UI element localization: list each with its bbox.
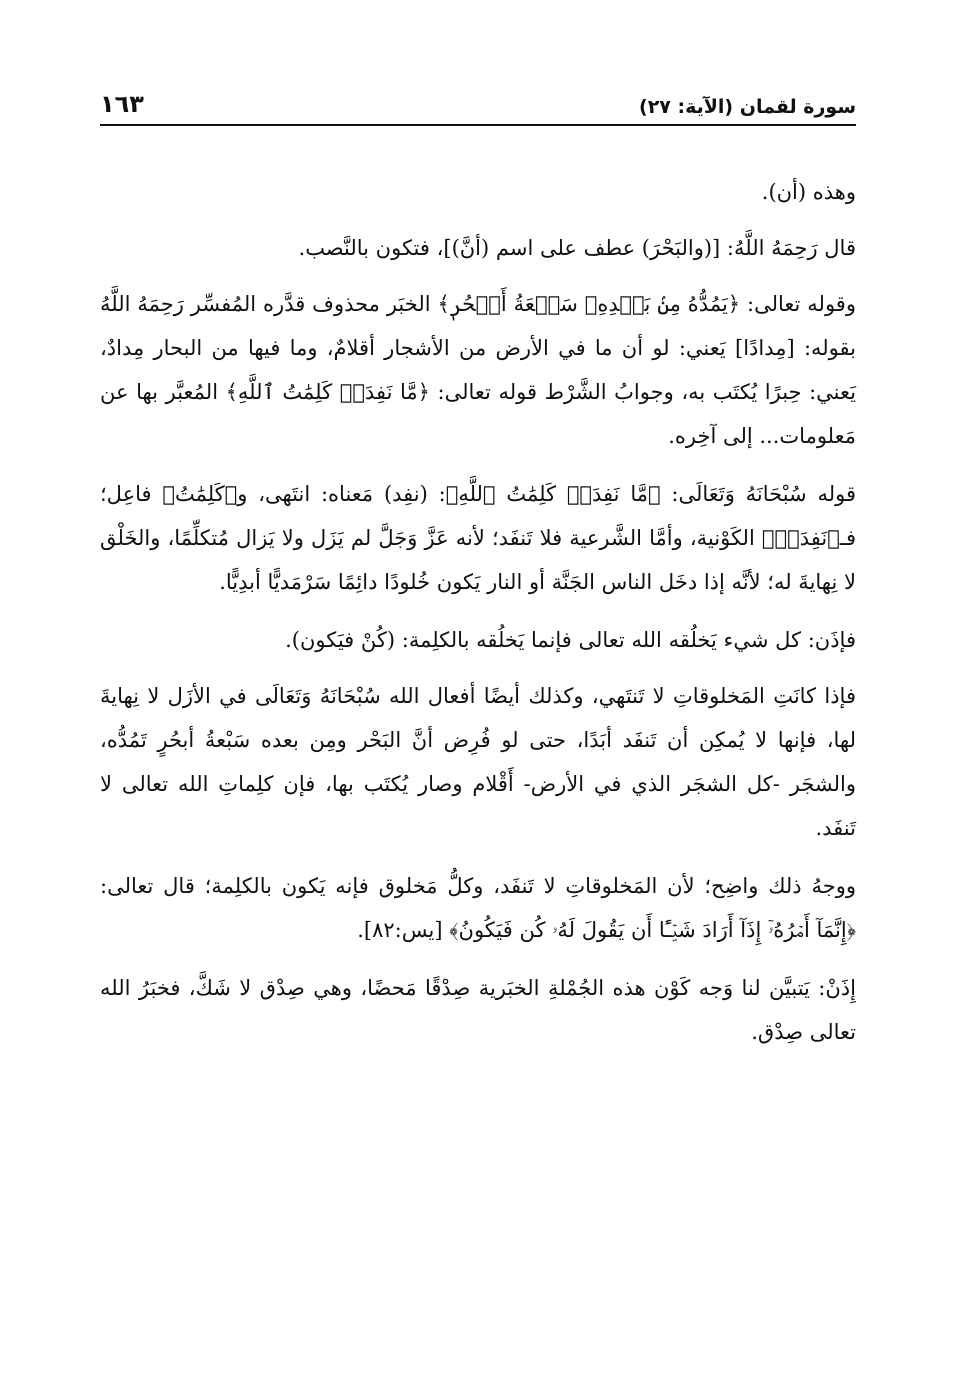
page-body (100, 170, 856, 1068)
paragraph-1: وهذه (أن). (761, 180, 856, 204)
paragraph-5: فإذَن: كل شيء يَخلُقه الله تعالى فإنما يَخلُقه بالكلِمة: (كُنْ فيَكون). (285, 628, 856, 652)
paragraph-4: قوله سُبْحَانَهُ وَتَعَالَى: ﴿مَّا نَفِدَتۡ كَلِمَٰتُ ٱللَّهِ﴾: (نفِد) مَعناه: انتَهى، و﴿كَلِمَٰتُ﴾ فاعِل؛ فـ﴿نَفِدَتۡ﴾ الكَوْنية، وأمَّا الشَّرعية فلا تَنفَد؛ لأنه عَزَّ وَجَلَّ لم يَزَل ولا يَزال مُتكلِّمًا، والخَلْق لا نِهايةَ له؛ لأنَّه إذا دخَل الناس الجَنَّة أو النار يَكون خُلودًا دائِمًا سَرْمَديًّا أبدِيًّا. (100, 482, 856, 594)
page-number: ١٦٣ (100, 90, 144, 118)
paragraph-7: ووجهُ ذلك واضِح؛ لأن المَخلوقاتِ لا تَنفَد، وكلُّ مَخلوق فإنه يَكون بالكلِمة؛ قال تعالى: ﴿إِنَّمَآ أَمۡرُهُۥٓ إِذَآ أَرَادَ شَيۡـًٔا أَن يَقُولَ لَهُۥ كُن فَيَكُونُ﴾ [يس:٨٢]. (100, 874, 856, 942)
paragraph-6: فإذا كانَتِ المَخلوقاتِ لا تَنتَهي، وكذلك أيضًا أفعال الله سُبْحَانَهُ وَتَعَالَى في الأزَل لا نِهايةَ لها، فإنها لا يُمكِن أن تَنفَد أبَدًا، حتى لو فُرِض أنَّ البَحْر ومِن بعده سَبْعةُ أبحُرٍ تَمُدُّه، والشجَر -كل الشجَر الذي في الأرض- أَقْلام وصار يُكتَب بها، فإن كلِماتِ الله تعالى لا تَنفَد. (100, 684, 856, 840)
surah-title: سورة لقمان (الآية: ٢٧) (639, 96, 856, 118)
paragraph-3: وقوله تعالى: ﴿يَمُدُّهُ مِنۢ بَعۡدِهِۦ سَبۡعَةُ أَبۡحُرٖ﴾ الخبَر محذوف قدَّره المُفسِّر رَحِمَهُ اللَّهُ بقوله: [مِدادًا] يَعني: لو أن ما في الأرض من الأشجار أقلامٌ، وما فيها من البحار مِدادٌ، يَعني: حِبرًا يُكتَب به، وجوابُ الشَّرْط قوله تعالى: ﴿مَّا نَفِدَتۡ كَلِمَٰتُ ٱللَّهِ﴾ المُعبَّر بها عن مَعلومات... إلى آخِره. (100, 292, 856, 448)
header-divider (100, 124, 856, 126)
paragraph-2: قال رَحِمَهُ اللَّهُ: [(والبَحْرَ) عطف على اسم (أنَّ)]، فتكون بالنَّصب. (298, 236, 856, 260)
page-header (100, 88, 856, 124)
paragraph-8: إِذَنْ: يَتبيَّن لنا وَجه كَوْن هذه الجُمْلةِ الخبَرية صِدْقًا مَحضًا، وهي صِدْق لا شَكَّ، فخبَرُ الله تعالى صِدْق. (100, 976, 856, 1044)
